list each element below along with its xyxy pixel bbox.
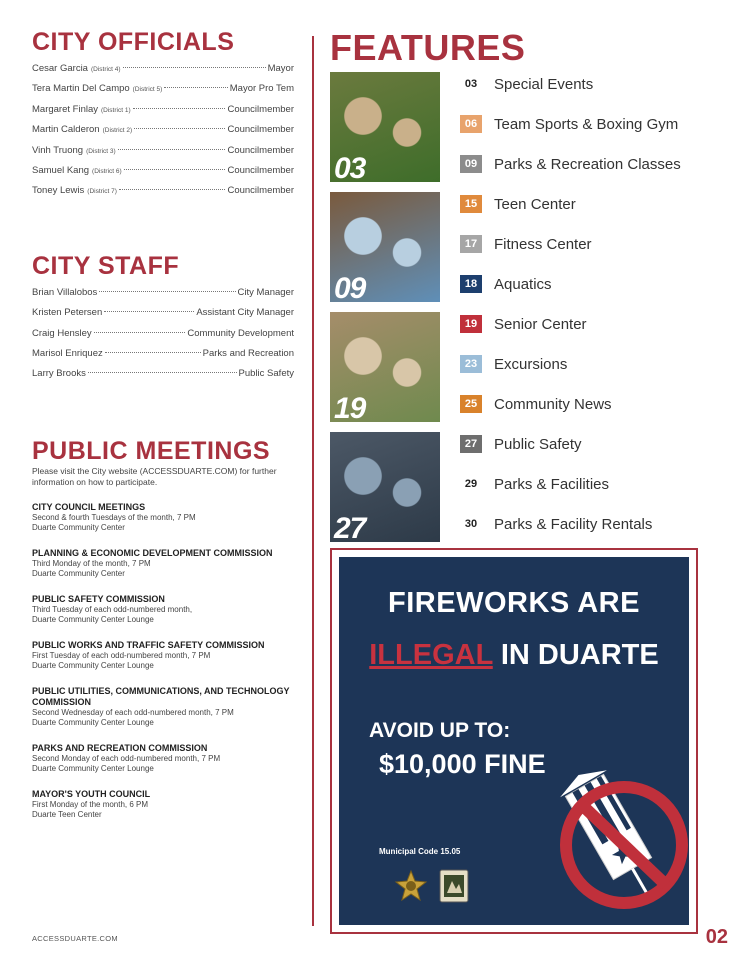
- staff-row: [32, 328, 294, 348]
- staff-name: Marisol Enriquez: [32, 347, 103, 359]
- feature-photo[interactable]: [330, 312, 440, 422]
- toc-page-number: 03: [464, 78, 478, 90]
- meeting-item: [32, 548, 294, 580]
- photo-page-number: 27: [334, 512, 366, 542]
- official-row: [32, 145, 294, 165]
- features-heading: FEATURES: [330, 27, 526, 68]
- toc-entry[interactable]: [460, 424, 710, 464]
- toc-entry[interactable]: [460, 144, 710, 184]
- toc-page-number: 18: [460, 275, 482, 293]
- staff-row: [32, 287, 294, 307]
- meeting-detail: Second Monday of each odd-numbered month, 7 PM: [32, 753, 221, 763]
- staff-row: [32, 368, 294, 388]
- official-district: (District 5): [132, 86, 163, 94]
- toc-entry[interactable]: [460, 264, 710, 304]
- leader-dots: [124, 169, 226, 170]
- public-meetings-list: [32, 502, 294, 821]
- toc-page-number: 30: [464, 518, 478, 530]
- fine-amount-text: $10,000 FINE: [379, 749, 546, 779]
- official-role: Councilmember: [227, 144, 294, 156]
- staff-row: [32, 307, 294, 327]
- toc-label: Teen Center: [494, 195, 576, 213]
- official-district: (District 2): [102, 127, 133, 135]
- city-officials-list: [32, 63, 294, 206]
- official-name: Margaret Finlay: [32, 103, 98, 115]
- city-staff-heading: CITY STAFF: [32, 251, 180, 280]
- meeting-title: PARKS AND RECREATION COMMISSION: [32, 742, 208, 753]
- official-role: Councilmember: [227, 164, 294, 176]
- official-district: (District 7): [87, 188, 117, 196]
- staff-role: City Manager: [237, 286, 294, 298]
- toc-page-number: 23: [460, 355, 482, 373]
- leader-dots: [118, 149, 226, 150]
- meeting-title: PUBLIC SAFETY COMMISSION: [32, 593, 165, 604]
- meeting-detail: Duarte Community Center Lounge: [32, 615, 154, 625]
- meeting-detail: Duarte Community Center Lounge: [32, 764, 154, 774]
- toc-page-number: 29: [464, 478, 478, 490]
- photo-page-number: 09: [334, 272, 366, 302]
- staff-role: Parks and Recreation: [202, 347, 294, 359]
- staff-name: Kristen Petersen: [32, 307, 103, 319]
- official-role: Councilmember: [227, 103, 294, 115]
- meeting-detail: Duarte Community Center: [32, 569, 125, 579]
- leader-dots: [105, 352, 201, 353]
- meeting-title: CITY COUNCIL MEETINGS: [32, 501, 146, 512]
- toc-page-number: 06: [460, 115, 482, 133]
- official-row: [32, 185, 294, 205]
- meeting-title: PUBLIC WORKS AND TRAFFIC SAFETY COMMISSION: [32, 639, 265, 650]
- toc-entry[interactable]: [460, 184, 710, 224]
- toc-label: Parks & Facilities: [494, 475, 610, 493]
- page-number: 02: [705, 926, 728, 948]
- staff-role: Assistant City Manager: [196, 307, 294, 319]
- toc-label: Senior Center: [494, 315, 587, 333]
- leader-dots: [88, 372, 237, 373]
- meeting-title: MAYOR'S YOUTH COUNCIL: [32, 788, 151, 799]
- official-role: Councilmember: [227, 185, 294, 197]
- staff-row: [32, 348, 294, 368]
- meeting-detail: Second Wednesday of each odd-numbered month, 7 PM: [32, 707, 234, 717]
- meeting-detail: Duarte Community Center Lounge: [32, 661, 154, 671]
- toc-entry[interactable]: [460, 504, 710, 544]
- official-district: (District 4): [90, 66, 121, 73]
- meeting-detail: First Tuesday of each odd-numbered month, 7 PM: [32, 650, 211, 660]
- fireworks-headline-line2: [339, 639, 689, 672]
- official-row: [32, 83, 294, 103]
- leader-dots: [119, 189, 226, 190]
- official-row: [32, 124, 294, 144]
- meeting-item: [32, 789, 294, 821]
- toc-entry[interactable]: [460, 464, 710, 504]
- public-meetings-heading: PUBLIC MEETINGS: [32, 436, 271, 465]
- fireworks-notice-frame: [330, 548, 698, 934]
- toc-entry[interactable]: [460, 384, 710, 424]
- official-name: Martin Calderon: [32, 124, 100, 136]
- leader-dots: [99, 291, 235, 292]
- staff-name: Brian Villalobos: [32, 286, 98, 298]
- illegal-word: ILLEGAL: [369, 639, 493, 671]
- sheriff-badge-icon: [394, 869, 428, 908]
- toc-label: Special Events: [494, 75, 594, 93]
- toc-label: Aquatics: [494, 275, 552, 293]
- staff-role: Community Development: [187, 327, 294, 339]
- city-staff-list: [32, 287, 294, 389]
- city-officials-heading: CITY OFFICIALS: [32, 28, 235, 56]
- meeting-detail: First Monday of the month, 6 PM: [32, 799, 149, 809]
- toc-label: Parks & Facility Rentals: [494, 515, 653, 533]
- meeting-item: [32, 502, 294, 534]
- meeting-detail: Duarte Community Center: [32, 523, 125, 533]
- toc-label: Parks & Recreation Classes: [494, 155, 681, 173]
- staff-name: Larry Brooks: [32, 368, 86, 380]
- leader-dots: [94, 332, 186, 333]
- toc-label: Community News: [494, 395, 612, 413]
- toc-label: Excursions: [494, 355, 568, 373]
- toc-entry[interactable]: [460, 344, 710, 384]
- official-district: (District 3): [86, 147, 116, 155]
- toc-label: Fitness Center: [494, 235, 592, 253]
- staff-name: Craig Hensley: [32, 327, 92, 339]
- official-name: Samuel Kang: [32, 164, 90, 176]
- leader-dots: [133, 108, 226, 109]
- official-name: Tera Martin Del Campo: [32, 83, 130, 95]
- footer-website: ACCESSDUARTE.COM: [32, 934, 118, 943]
- toc-label: Team Sports & Boxing Gym: [494, 115, 679, 133]
- official-row: [32, 165, 294, 185]
- official-row: [32, 63, 294, 83]
- official-role: Councilmember: [227, 124, 294, 136]
- meeting-item: [32, 743, 294, 775]
- left-column: [32, 28, 294, 835]
- no-fireworks-icon: [544, 765, 689, 920]
- official-row: [32, 104, 294, 124]
- features-table-of-contents: [460, 64, 710, 544]
- toc-entry[interactable]: [460, 224, 710, 264]
- toc-page-number: 27: [460, 435, 482, 453]
- toc-page-number: 15: [460, 195, 482, 213]
- official-name: Cesar Garcia: [32, 63, 88, 74]
- feature-photo-strip: [330, 72, 440, 552]
- toc-page-number: 17: [460, 235, 482, 253]
- toc-page-number: 25: [460, 395, 482, 413]
- municipal-code-text: Municipal Code 15.05: [379, 847, 461, 856]
- official-district: (District 6): [92, 167, 122, 175]
- official-name: Vinh Truong: [32, 144, 84, 156]
- fireworks-notice-panel: [339, 557, 689, 925]
- in-duarte-text: IN DUARTE: [492, 639, 659, 671]
- leader-dots: [123, 67, 266, 68]
- meeting-item: [32, 686, 294, 729]
- meeting-detail: Third Tuesday of each odd-numbered month,: [32, 604, 193, 614]
- feature-photo[interactable]: [330, 432, 440, 542]
- meeting-title: PLANNING & ECONOMIC DEVELOPMENT COMMISSION: [32, 547, 273, 558]
- meeting-title: PUBLIC UTILITIES, COMMUNICATIONS, AND TECHNOLOGY COMMISSION: [32, 685, 290, 707]
- feature-photo[interactable]: [330, 192, 440, 302]
- official-role: Mayor Pro Tem: [229, 83, 294, 95]
- meeting-detail: Duarte Community Center Lounge: [32, 718, 154, 728]
- public-meetings-intro: Please visit the City website (ACCESSDUARTE.COM) for further information on how to participate.: [32, 465, 277, 487]
- meeting-detail: Second & fourth Tuesdays of the month, 7 PM: [32, 512, 196, 522]
- photo-page-number: 19: [334, 392, 366, 422]
- fireworks-headline-line1: FIREWORKS ARE: [388, 587, 640, 619]
- photo-page-number: 03: [334, 152, 366, 182]
- meeting-item: [32, 594, 294, 626]
- leader-dots: [134, 128, 225, 129]
- meeting-item: [32, 640, 294, 672]
- column-divider: [312, 36, 314, 926]
- toc-page-number: 09: [460, 155, 482, 173]
- official-role: Mayor: [267, 63, 294, 74]
- leader-dots: [104, 311, 194, 312]
- toc-entry[interactable]: [460, 304, 710, 344]
- city-seal-icon: [439, 869, 469, 908]
- toc-entry[interactable]: [460, 64, 710, 104]
- toc-entry[interactable]: [460, 104, 710, 144]
- official-district: (District 1): [101, 106, 131, 114]
- meeting-detail: Duarte Teen Center: [32, 810, 102, 820]
- toc-label: Public Safety: [494, 435, 582, 453]
- staff-role: Public Safety: [238, 368, 294, 380]
- feature-photo[interactable]: [330, 72, 440, 182]
- right-column: [330, 27, 710, 856]
- meeting-detail: Third Monday of the month, 7 PM: [32, 558, 151, 568]
- leader-dots: [164, 87, 227, 88]
- avoid-up-to-text: AVOID UP TO:: [369, 719, 511, 742]
- toc-page-number: 19: [460, 315, 482, 333]
- official-name: Toney Lewis: [32, 185, 85, 197]
